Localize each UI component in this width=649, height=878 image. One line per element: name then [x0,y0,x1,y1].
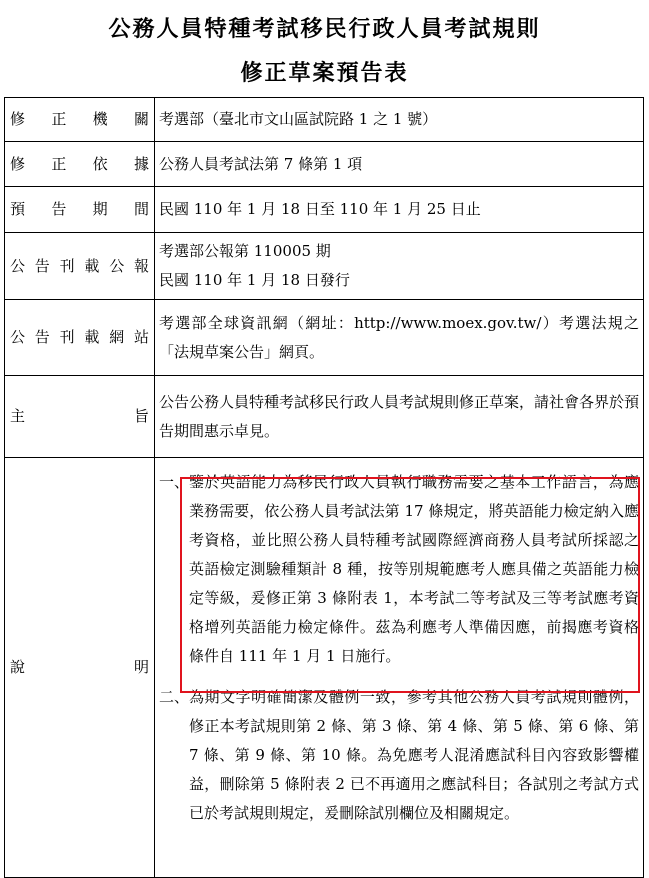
row-label-website: 公 告 刊 載 網 站 [5,300,155,376]
row-value-gazette: 考選部公報第 110005 期 民國 110 年 1 月 18 日發行 [155,233,644,300]
row-label-agency: 修 正 機 關 [5,98,155,142]
list-item: 一、 鑒於英語能力為移民行政人員執行職務需要之基本工作語言，為應業務需要，依公務人員考試法第 17 條規定，將英語能力檢定納入應考資格，並比照公務人員特種考試國際經濟商務人員考試所採認之英語檢定測驗種類計 8 種，按等別規範應考人應具備之英語能力檢定等級，爰修正第 3 條附表 1，本考試二等考試及三等考試應考資格增列英語能力檢定條件。茲為利應考人準備因應，前揭應考資格條件自 111 年 1 月 1 日施行。 [159,473,639,665]
row-label-purpose: 主 旨 [5,376,155,458]
row-label-explanation: 說 明 [5,458,155,878]
table-row [5,233,644,300]
row-value-explanation [155,458,644,878]
notice-table [4,97,644,878]
list-item: 二、 為期文字明確簡潔及體例一致，參考其他公務人員考試規則體例，修正本考試規則第 2 條、第 3 條、第 4 條、第 5 條、第 6 條、第 7 條、第 9 條、第 10 條。為免應考人混淆應試科目內容致影響權益，刪除第 5 條附表 2 已不再適用之應試科目；各試別之考試方式已於考試規則規定，爰刪除試別欄位及相關規定。 [159,688,639,822]
table-row [5,376,644,458]
row-label-gazette: 公 告 刊 載 公 報 [5,233,155,300]
row-label-period: 預 告 期 間 [5,187,155,233]
row-label-basis: 修 正 依 據 [5,142,155,187]
row-value-purpose: 公告公務人員特種考試移民行政人員考試規則修正草案，請社會各界於預告期間惠示卓見。 [155,376,644,458]
table-row [5,142,644,187]
row-value-agency: 考選部（臺北市文山區試院路 1 之 1 號） [155,98,644,142]
table-row [5,187,644,233]
document-title: 公務人員特種考試移民行政人員考試規則 [108,17,541,42]
row-value-basis: 公務人員考試法第 7 條第 1 項 [155,142,644,187]
table-row [5,98,644,142]
table-row [5,458,644,878]
document-subtitle: 修正草案預告表 [240,61,409,86]
row-value-website: 考選部全球資訊網（網址：http://www.moex.gov.tw/）考選法規之「法規草案公告」網頁。 [155,300,644,376]
row-value-period: 民國 110 年 1 月 18 日至 110 年 1 月 25 日止 [155,187,644,233]
table-row [5,300,644,376]
